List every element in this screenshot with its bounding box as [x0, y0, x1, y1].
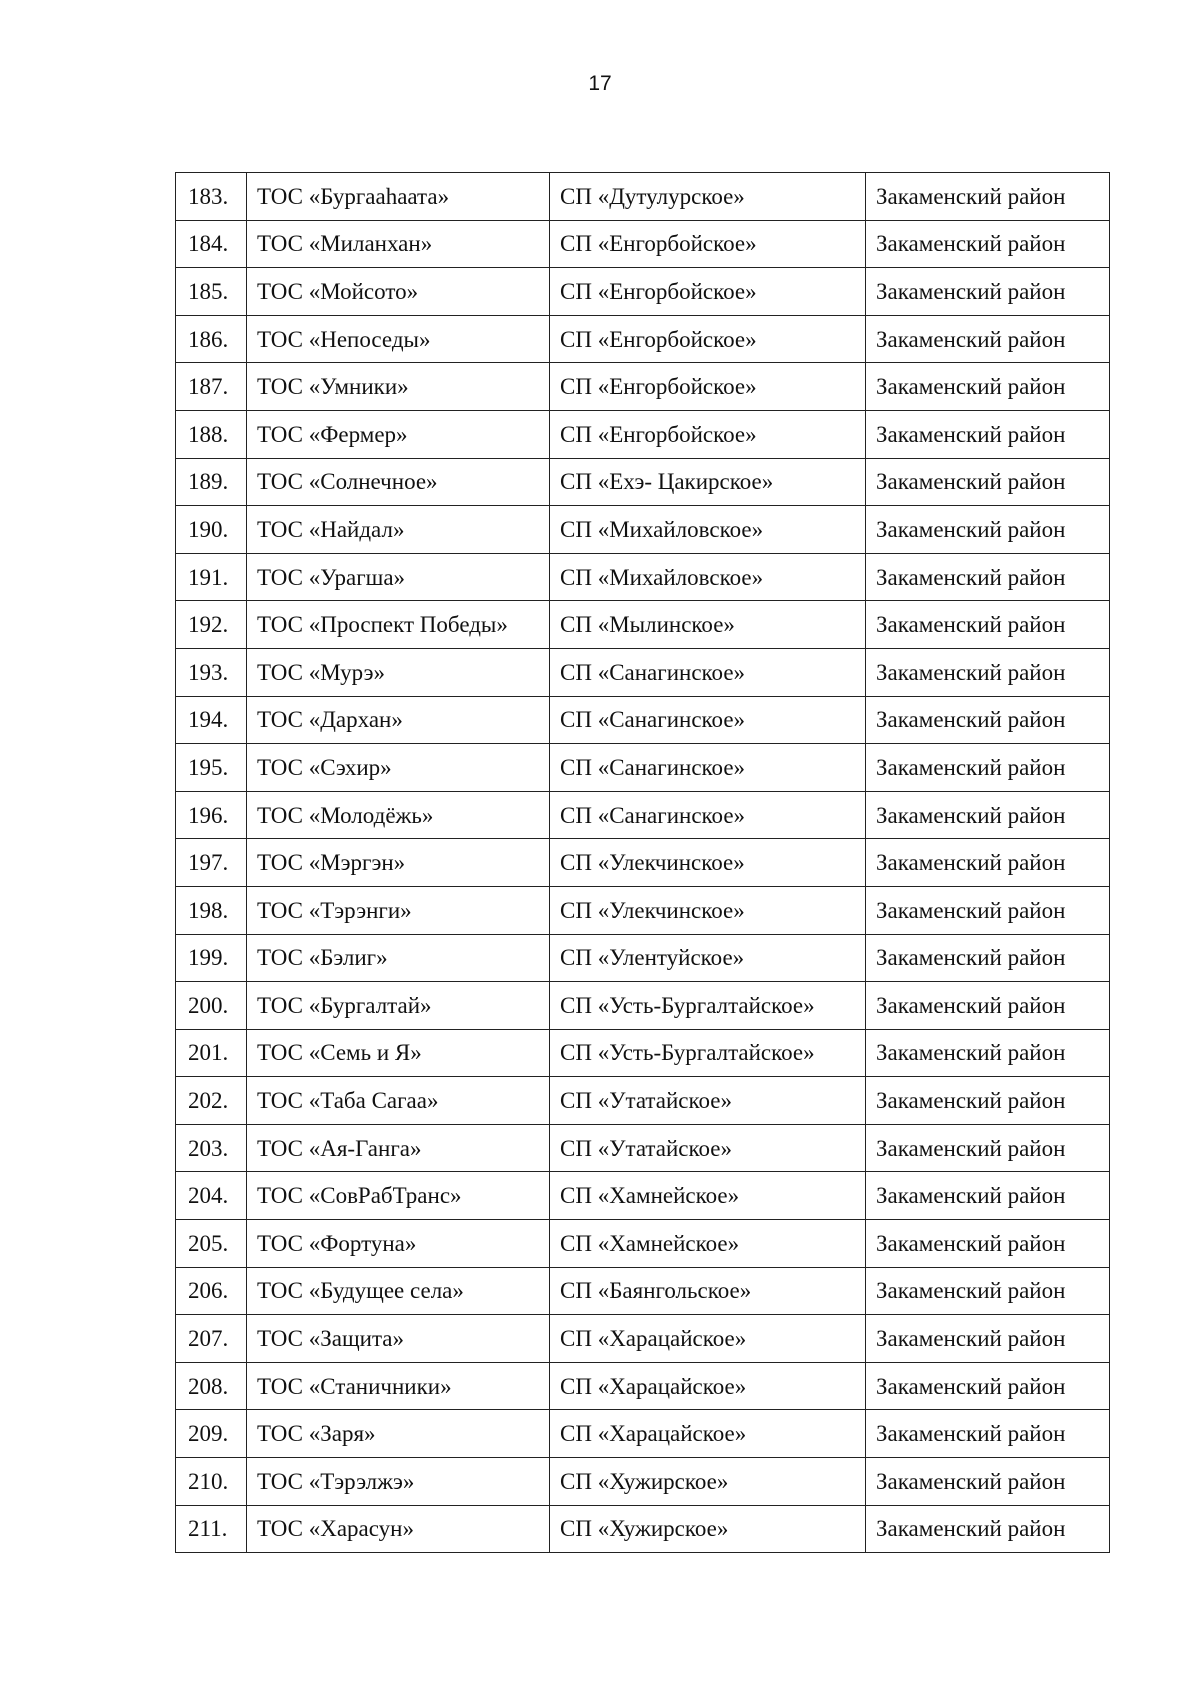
settlement-cell: СП «Санагинское» — [550, 696, 866, 744]
tos-name-cell: ТОС «Бургааhаата» — [247, 173, 550, 221]
row-number-cell: 200. — [176, 982, 247, 1030]
district-cell: Закаменский район — [866, 1077, 1110, 1125]
tos-name-cell: ТОС «Найдал» — [247, 506, 550, 554]
tos-name-cell: ТОС «Харасун» — [247, 1505, 550, 1553]
settlement-cell: СП «Ехэ- Цакирское» — [550, 458, 866, 506]
row-number-cell: 206. — [176, 1267, 247, 1315]
row-number-cell: 204. — [176, 1172, 247, 1220]
page-number: 17 — [588, 72, 612, 95]
district-cell: Закаменский район — [866, 1220, 1110, 1268]
district-cell: Закаменский район — [866, 648, 1110, 696]
tos-name-cell: ТОС «Мэргэн» — [247, 839, 550, 887]
tos-name-cell: ТОС «Будущее села» — [247, 1267, 550, 1315]
settlement-cell: СП «Харацайское» — [550, 1410, 866, 1458]
settlement-cell: СП «Хужирское» — [550, 1505, 866, 1553]
settlement-cell: СП «Дутулурское» — [550, 173, 866, 221]
table-row — [176, 553, 1110, 601]
district-cell: Закаменский район — [866, 268, 1110, 316]
district-cell: Закаменский район — [866, 1505, 1110, 1553]
district-cell: Закаменский район — [866, 220, 1110, 268]
district-cell: Закаменский район — [866, 1172, 1110, 1220]
row-number-cell: 185. — [176, 268, 247, 316]
district-cell: Закаменский район — [866, 982, 1110, 1030]
district-cell: Закаменский район — [866, 1458, 1110, 1506]
settlement-cell: СП «Баянгольское» — [550, 1267, 866, 1315]
tos-name-cell: ТОС «Бургалтай» — [247, 982, 550, 1030]
table-row — [176, 1220, 1110, 1268]
table-row — [176, 1172, 1110, 1220]
tos-name-cell: ТОС «Сэхир» — [247, 744, 550, 792]
table-row — [176, 363, 1110, 411]
row-number-cell: 197. — [176, 839, 247, 887]
settlement-cell: СП «Улекчинское» — [550, 886, 866, 934]
table-row — [176, 268, 1110, 316]
tos-name-cell: ТОС «Непоседы» — [247, 315, 550, 363]
table-row — [176, 315, 1110, 363]
row-number-cell: 195. — [176, 744, 247, 792]
table-row — [176, 886, 1110, 934]
row-number-cell: 210. — [176, 1458, 247, 1506]
table-row — [176, 1077, 1110, 1125]
district-cell: Закаменский район — [866, 839, 1110, 887]
table-body — [176, 173, 1110, 1553]
tos-name-cell: ТОС «Урагша» — [247, 553, 550, 601]
table-row — [176, 173, 1110, 221]
tos-name-cell: ТОС «Фортуна» — [247, 1220, 550, 1268]
row-number-cell: 203. — [176, 1124, 247, 1172]
settlement-cell: СП «Михайловское» — [550, 506, 866, 554]
row-number-cell: 186. — [176, 315, 247, 363]
district-cell: Закаменский район — [866, 1362, 1110, 1410]
district-cell: Закаменский район — [866, 886, 1110, 934]
row-number-cell: 209. — [176, 1410, 247, 1458]
tos-registry-table — [175, 172, 1110, 1553]
table-row — [176, 791, 1110, 839]
tos-name-cell: ТОС «Умники» — [247, 363, 550, 411]
district-cell: Закаменский район — [866, 315, 1110, 363]
settlement-cell: СП «Усть-Бургалтайское» — [550, 1029, 866, 1077]
tos-name-cell: ТОС «Бэлиг» — [247, 934, 550, 982]
district-cell: Закаменский район — [866, 173, 1110, 221]
tos-name-cell: ТОС «Станичники» — [247, 1362, 550, 1410]
tos-name-cell: ТОС «Проспект Победы» — [247, 601, 550, 649]
district-cell: Закаменский район — [866, 934, 1110, 982]
table-row — [176, 1124, 1110, 1172]
row-number-cell: 199. — [176, 934, 247, 982]
tos-name-cell: ТОС «Защита» — [247, 1315, 550, 1363]
row-number-cell: 208. — [176, 1362, 247, 1410]
tos-name-cell: ТОС «Дархан» — [247, 696, 550, 744]
tos-name-cell: ТОС «Ая-Ганга» — [247, 1124, 550, 1172]
district-cell: Закаменский район — [866, 601, 1110, 649]
settlement-cell: СП «Енгорбойское» — [550, 363, 866, 411]
row-number-cell: 189. — [176, 458, 247, 506]
settlement-cell: СП «Харацайское» — [550, 1315, 866, 1363]
settlement-cell: СП «Енгорбойское» — [550, 268, 866, 316]
row-number-cell: 202. — [176, 1077, 247, 1125]
settlement-cell: СП «Енгорбойское» — [550, 220, 866, 268]
row-number-cell: 183. — [176, 173, 247, 221]
row-number-cell: 188. — [176, 410, 247, 458]
table-row — [176, 1029, 1110, 1077]
row-number-cell: 205. — [176, 1220, 247, 1268]
table-row — [176, 648, 1110, 696]
settlement-cell: СП «Утатайское» — [550, 1124, 866, 1172]
tos-name-cell: ТОС «Молодёжь» — [247, 791, 550, 839]
settlement-cell: СП «Санагинское» — [550, 791, 866, 839]
row-number-cell: 201. — [176, 1029, 247, 1077]
table-row — [176, 839, 1110, 887]
district-cell: Закаменский район — [866, 410, 1110, 458]
tos-name-cell: ТОС «Солнечное» — [247, 458, 550, 506]
table-row — [176, 1410, 1110, 1458]
table-row — [176, 1362, 1110, 1410]
table-row — [176, 696, 1110, 744]
district-cell: Закаменский район — [866, 1124, 1110, 1172]
settlement-cell: СП «Усть-Бургалтайское» — [550, 982, 866, 1030]
tos-name-cell: ТОС «Мойсото» — [247, 268, 550, 316]
tos-name-cell: ТОС «Мурэ» — [247, 648, 550, 696]
tos-name-cell: ТОС «Миланхан» — [247, 220, 550, 268]
district-cell: Закаменский район — [866, 506, 1110, 554]
tos-name-cell: ТОС «Тэрэлжэ» — [247, 1458, 550, 1506]
district-cell: Закаменский район — [866, 553, 1110, 601]
row-number-cell: 184. — [176, 220, 247, 268]
district-cell: Закаменский район — [866, 1410, 1110, 1458]
settlement-cell: СП «Мылинское» — [550, 601, 866, 649]
settlement-cell: СП «Хужирское» — [550, 1458, 866, 1506]
district-cell: Закаменский район — [866, 696, 1110, 744]
row-number-cell: 194. — [176, 696, 247, 744]
table-row — [176, 1458, 1110, 1506]
settlement-cell: СП «Санагинское» — [550, 744, 866, 792]
settlement-cell: СП «Хамнейское» — [550, 1172, 866, 1220]
tos-name-cell: ТОС «Таба Сагаа» — [247, 1077, 550, 1125]
settlement-cell: СП «Енгорбойское» — [550, 315, 866, 363]
table-row — [176, 1505, 1110, 1553]
district-cell: Закаменский район — [866, 1029, 1110, 1077]
district-cell: Закаменский район — [866, 744, 1110, 792]
row-number-cell: 191. — [176, 553, 247, 601]
row-number-cell: 192. — [176, 601, 247, 649]
table-row — [176, 982, 1110, 1030]
settlement-cell: СП «Улекчинское» — [550, 839, 866, 887]
settlement-cell: СП «Михайловское» — [550, 553, 866, 601]
row-number-cell: 211. — [176, 1505, 247, 1553]
row-number-cell: 196. — [176, 791, 247, 839]
row-number-cell: 198. — [176, 886, 247, 934]
row-number-cell: 187. — [176, 363, 247, 411]
tos-name-cell: ТОС «Тэрэнги» — [247, 886, 550, 934]
settlement-cell: СП «Харацайское» — [550, 1362, 866, 1410]
row-number-cell: 193. — [176, 648, 247, 696]
settlement-cell: СП «Санагинское» — [550, 648, 866, 696]
settlement-cell: СП «Хамнейское» — [550, 1220, 866, 1268]
district-cell: Закаменский район — [866, 458, 1110, 506]
table-row — [176, 506, 1110, 554]
settlement-cell: СП «Енгорбойское» — [550, 410, 866, 458]
district-cell: Закаменский район — [866, 791, 1110, 839]
table-row — [176, 220, 1110, 268]
row-number-cell: 190. — [176, 506, 247, 554]
tos-name-cell: ТОС «СовРабТранс» — [247, 1172, 550, 1220]
tos-name-cell: ТОС «Заря» — [247, 1410, 550, 1458]
table-row — [176, 1267, 1110, 1315]
table-row — [176, 410, 1110, 458]
district-cell: Закаменский район — [866, 363, 1110, 411]
table-row — [176, 458, 1110, 506]
table-row — [176, 744, 1110, 792]
settlement-cell: СП «Улентуйское» — [550, 934, 866, 982]
tos-name-cell: ТОС «Фермер» — [247, 410, 550, 458]
district-cell: Закаменский район — [866, 1267, 1110, 1315]
table-row — [176, 601, 1110, 649]
settlement-cell: СП «Утатайское» — [550, 1077, 866, 1125]
district-cell: Закаменский район — [866, 1315, 1110, 1363]
table-row — [176, 934, 1110, 982]
table-row — [176, 1315, 1110, 1363]
tos-name-cell: ТОС «Семь и Я» — [247, 1029, 550, 1077]
row-number-cell: 207. — [176, 1315, 247, 1363]
